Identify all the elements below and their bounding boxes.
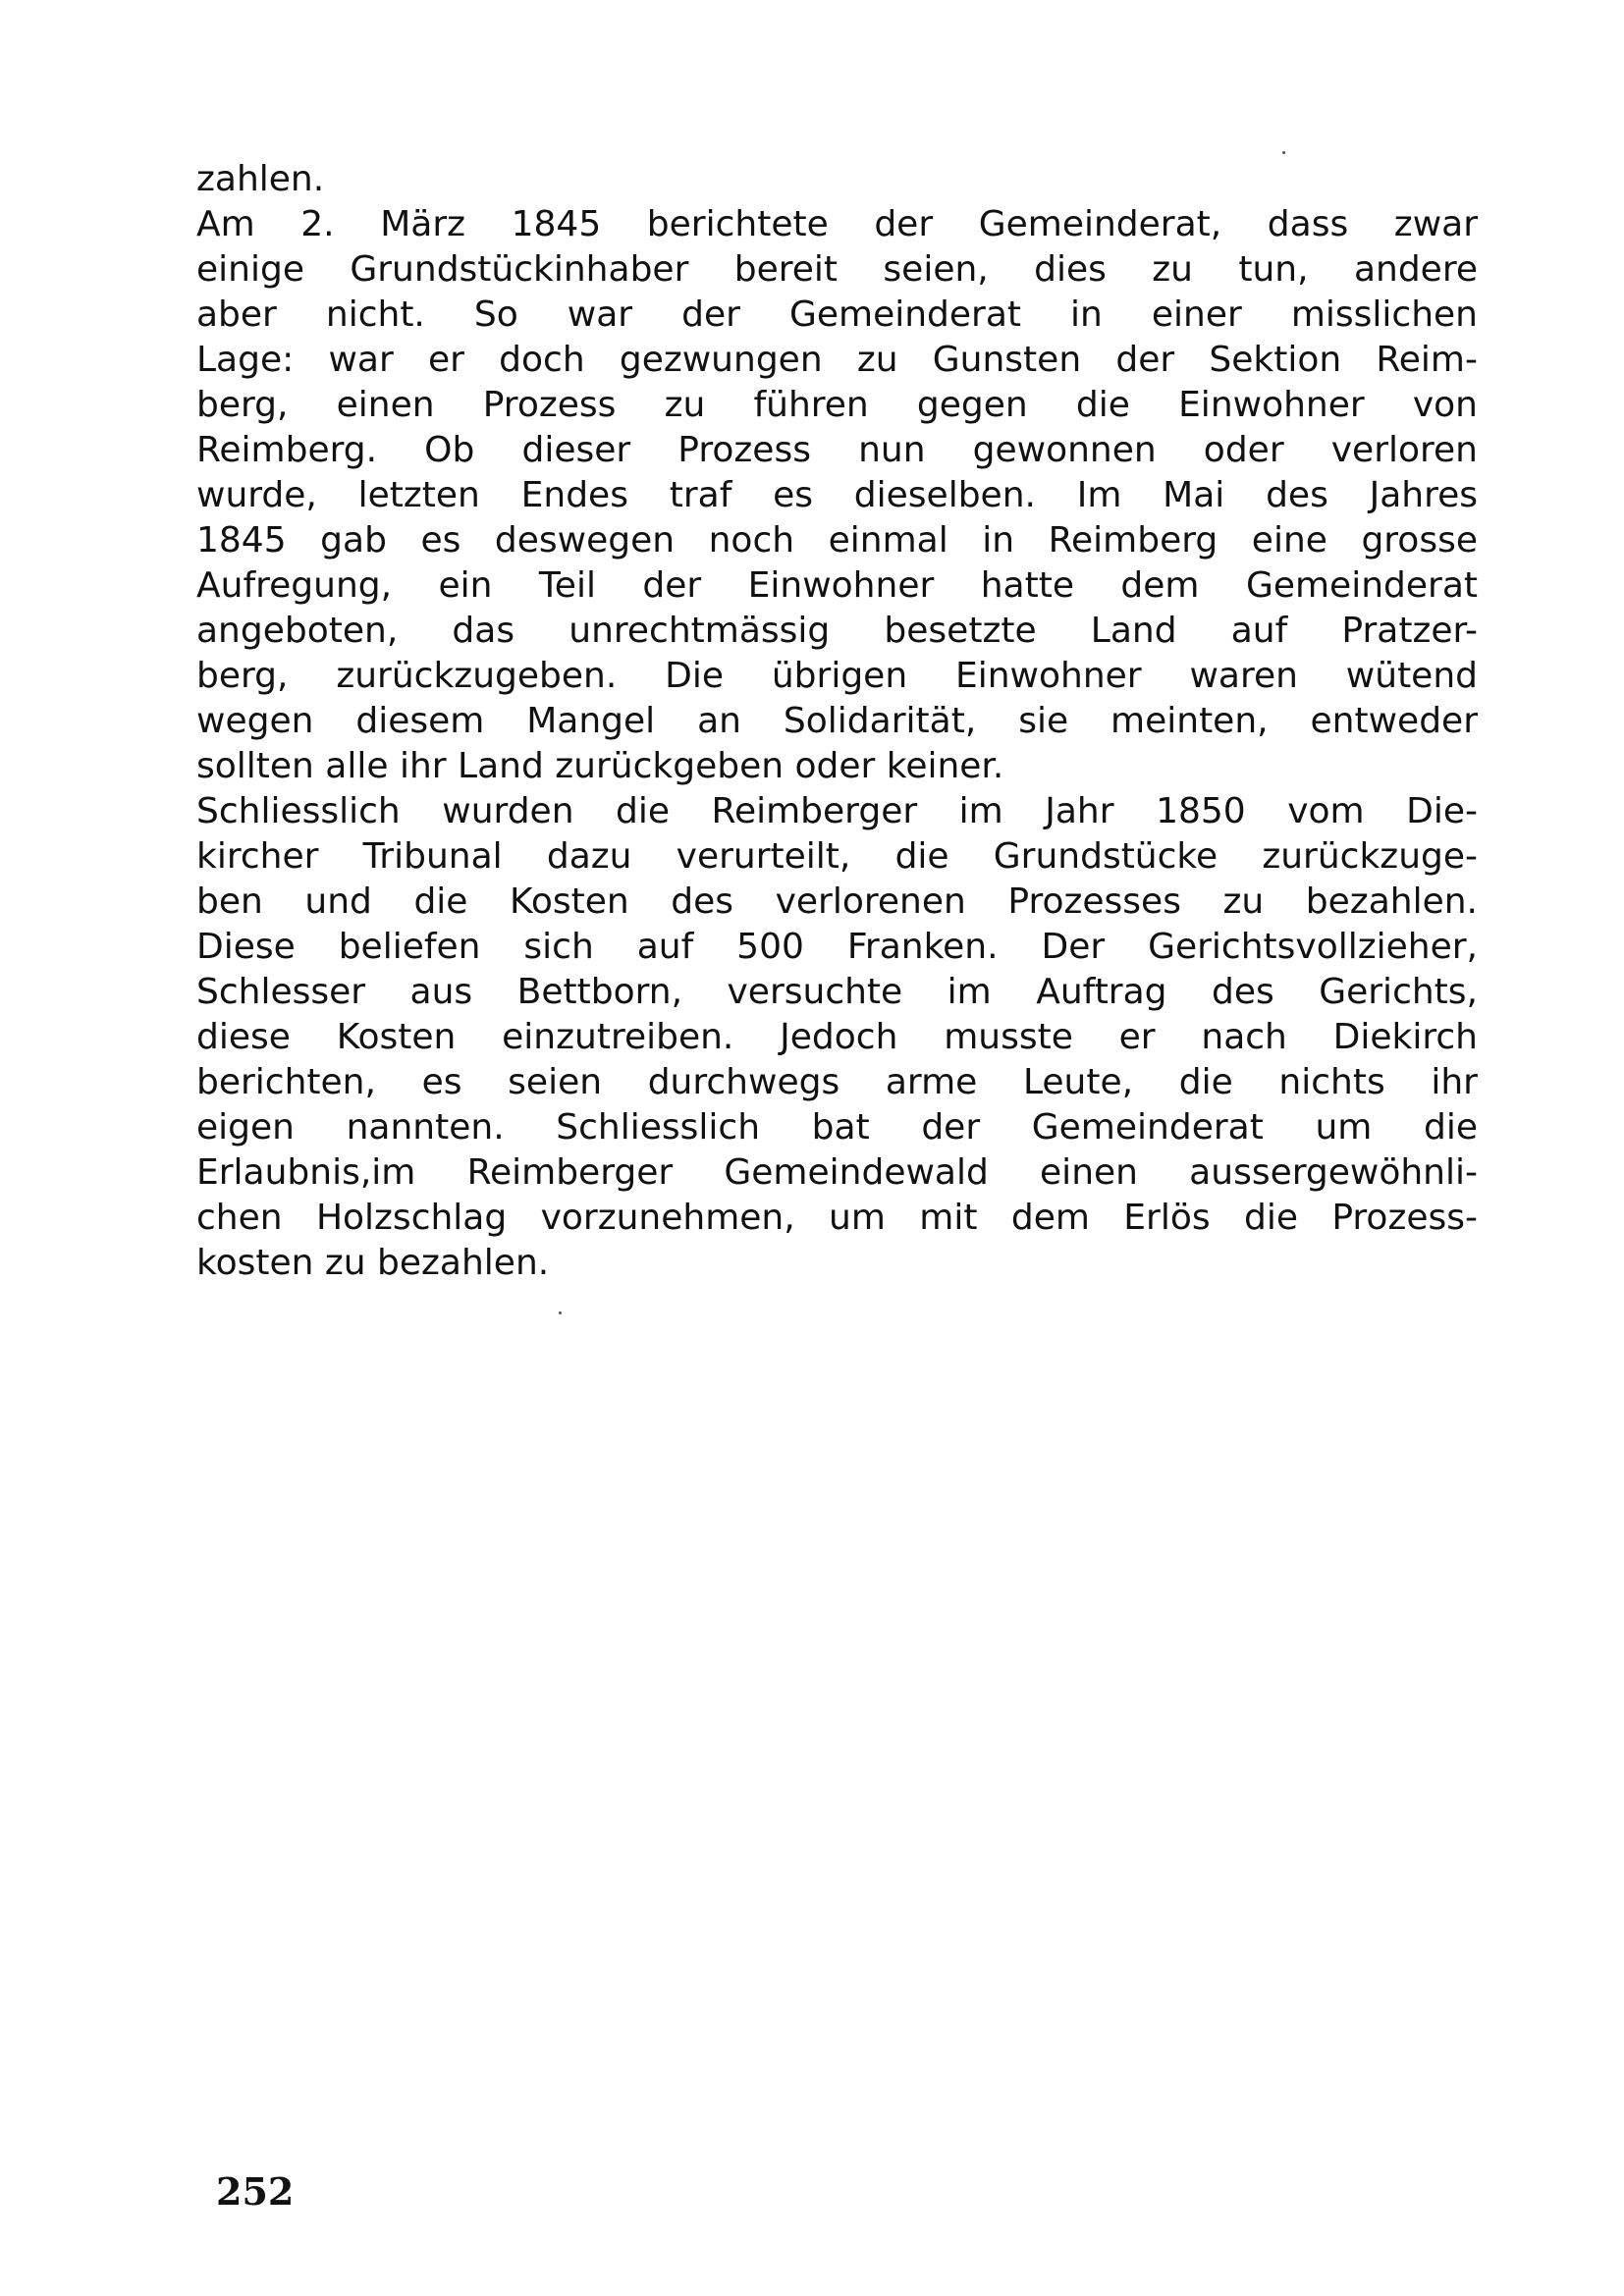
text-line: aber nicht. So war der Gemeinderat in einer misslichen — [196, 294, 1478, 335]
text-line: angeboten, das unrechtmässig besetzte Land auf Pratzer- — [196, 611, 1478, 651]
scan-speck — [1282, 151, 1285, 154]
text-line: berichten, es seien durchwegs arme Leute, die nichts ihr — [196, 1062, 1478, 1102]
body-text — [196, 157, 1478, 1286]
text-line: zahlen. — [196, 159, 325, 199]
text-line: Am 2. März 1845 berichtete der Gemeinderat, dass zwar — [196, 204, 1478, 244]
text-line: Reimberg. Ob dieser Prozess nun gewonnen oder verloren — [196, 430, 1478, 470]
text-line: kosten zu bezahlen. — [196, 1243, 550, 1283]
text-line: berg, einen Prozess zu führen gegen die Einwohner von — [196, 385, 1478, 425]
text-line: eigen nannten. Schliesslich bat der Gemeinderat um die — [196, 1107, 1478, 1148]
text-line: einige Grundstückinhaber bereit seien, dies zu tun, andere — [196, 249, 1478, 290]
text-line: wurde, letzten Endes traf es dieselben. Im Mai des Jahres — [196, 475, 1478, 515]
text-line: diese Kosten einzutreiben. Jedoch musste er nach Diekirch — [196, 1017, 1478, 1057]
page-number: 252 — [216, 2169, 295, 2214]
text-line: Schliesslich wurden die Reimberger im Jahr 1850 vom Die- — [196, 791, 1478, 831]
text-line: Erlaubnis,im Reimberger Gemeindewald einen aussergewöhnli- — [196, 1152, 1478, 1193]
text-line: chen Holzschlag vorzunehmen, um mit dem Erlös die Prozess- — [196, 1198, 1478, 1238]
text-line: ben und die Kosten des verlorenen Prozesses zu bezahlen. — [196, 881, 1478, 922]
text-line: berg, zurückzugeben. Die übrigen Einwohner waren wütend — [196, 656, 1478, 696]
text-line: Schlesser aus Bettborn, versuchte im Auftrag des Gerichts, — [196, 972, 1478, 1012]
text-line: Aufregung, ein Teil der Einwohner hatte dem Gemeinderat — [196, 565, 1478, 606]
text-line: Lage: war er doch gezwungen zu Gunsten der Sektion Reim- — [196, 340, 1478, 380]
text-line: kircher Tribunal dazu verurteilt, die Grundstücke zurückzuge- — [196, 836, 1478, 877]
scan-speck — [559, 1311, 562, 1314]
text-line: 1845 gab es deswegen noch einmal in Reimberg eine grosse — [196, 520, 1478, 561]
text-line: sollten alle ihr Land zurückgeben oder keiner. — [196, 746, 1004, 786]
text-line: Diese beliefen sich auf 500 Franken. Der Gerichtsvollzieher, — [196, 927, 1478, 967]
text-line: wegen diesem Mangel an Solidarität, sie meinten, entweder — [196, 701, 1478, 741]
